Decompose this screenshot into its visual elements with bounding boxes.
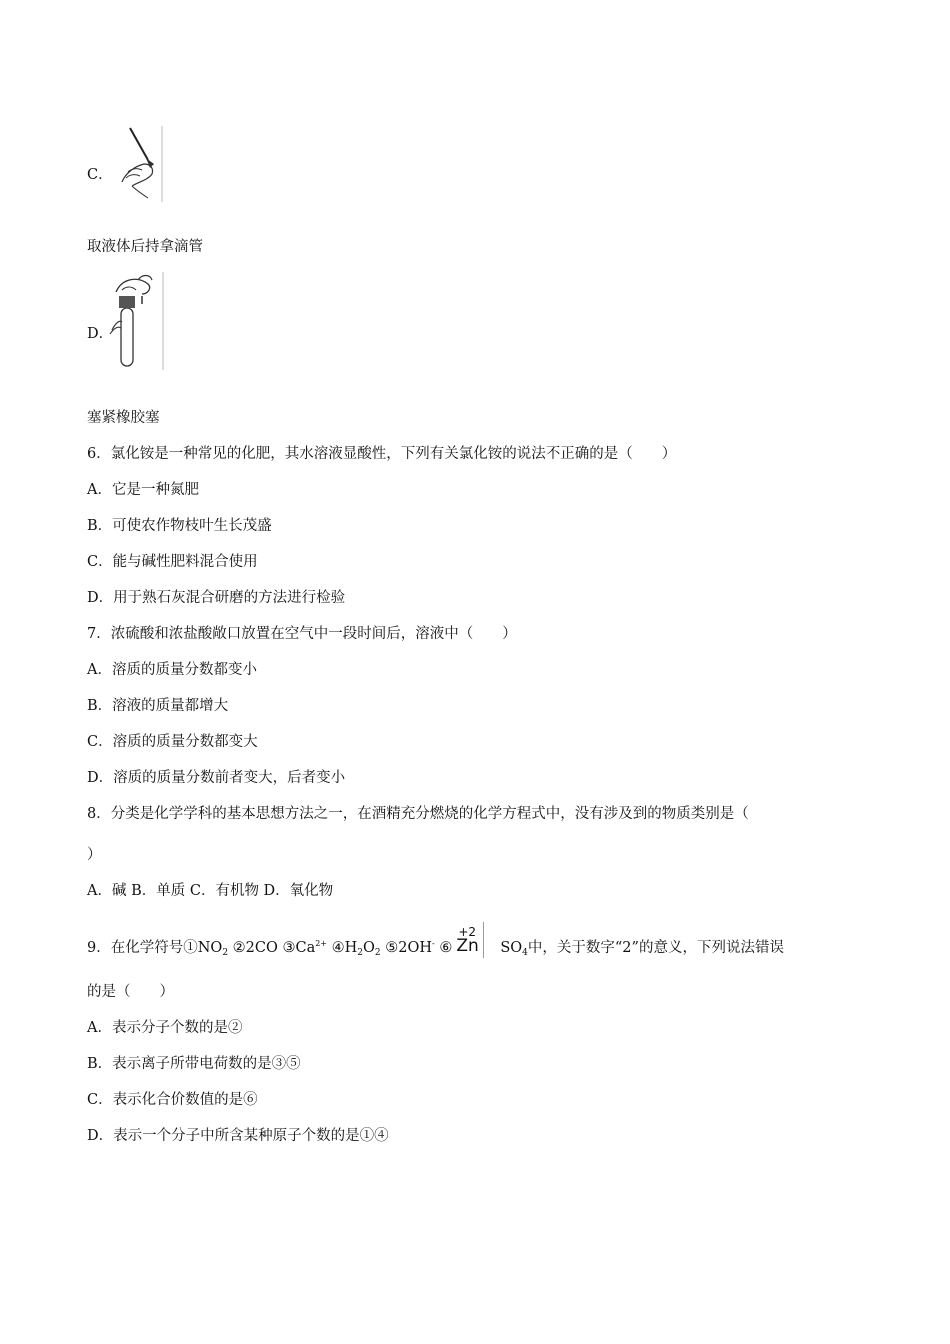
option-c-label: C． [87,167,113,183]
question-9 [87,925,784,963]
question-8-continuation: ） [87,847,102,863]
question-7-option-a: A．溶质的质量分数都变小 [87,662,257,678]
question-7-option-c: C．溶质的质量分数都变大 [87,734,258,750]
question-9-option-c: C．表示化合价数值的是⑥ [87,1092,258,1108]
zn-element: Zn [456,936,479,956]
q9-no-subscript: 2 [222,948,229,958]
zn-valence: +2 [458,925,477,939]
option-d-caption: 塞紧橡胶塞 [87,410,160,426]
q9-text-6: 中，关于数字“2”的意义，下列说法错误 [527,940,784,956]
option-d-label: D． [87,326,114,342]
q9-text-3: ④H [327,940,358,956]
question-7: 7．浓硫酸和浓盐酸敞口放置在空气中一段时间后，溶液中（ ） [87,626,517,642]
question-8-options: A．碱 B．单质 C．有机物 D．氧化物 [87,883,334,899]
q9-no: NO [197,940,223,956]
q9-text-1: 9．在化学符号① [87,940,198,956]
question-6-option-b: B．可使农作物枝叶生长茂盛 [87,518,272,534]
question-9-option-a: A．表示分子个数的是② [87,1020,243,1036]
question-9-option-d: D．表示一个分子中所含某种原子个数的是①④ [87,1128,389,1144]
question-8: 8．分类是化学学科的基本思想方法之一，在酒精充分燃烧的化学方程式中，没有涉及到的物质类别是（ [87,806,749,822]
q9-so-subscript: 4 [522,948,528,958]
question-6-option-c: C．能与碱性肥料混合使用 [87,554,258,570]
test-tube-stopper-illustration [108,270,166,372]
q9-ca-charge: 2+ [315,939,328,948]
question-6-option-d: D．用于熟石灰混合研磨的方法进行检验 [87,590,346,606]
q9-h-subscript: 2 [357,948,364,958]
q9-oh-charge: - [432,939,435,948]
question-7-option-d: D．溶质的质量分数前者变大，后者变小 [87,770,346,786]
question-9-continuation: 的是（ ） [87,984,174,1000]
zn-valence-symbol [456,925,490,962]
q9-text-2: ②2CO ③Ca [228,940,316,956]
dropper-hand-illustration [108,124,166,204]
q9-so: SO [500,940,523,956]
q9-text-4: ⑤2OH [380,940,433,956]
q9-text-5: ⑥ [434,940,453,956]
q9-o-subscript: 2 [374,948,381,958]
question-7-option-b: B．溶液的质量都增大 [87,698,229,714]
question-6-option-a: A．它是一种氮肥 [87,482,199,498]
question-9-option-b: B．表示离子所带电荷数的是③⑤ [87,1056,301,1072]
question-6: 6．氯化铵是一种常见的化肥，其水溶液显酸性，下列有关氯化铵的说法不正确的是（ ） [87,446,677,462]
q9-o: O [363,940,375,956]
option-c-caption: 取液体后持拿滴管 [87,239,203,255]
